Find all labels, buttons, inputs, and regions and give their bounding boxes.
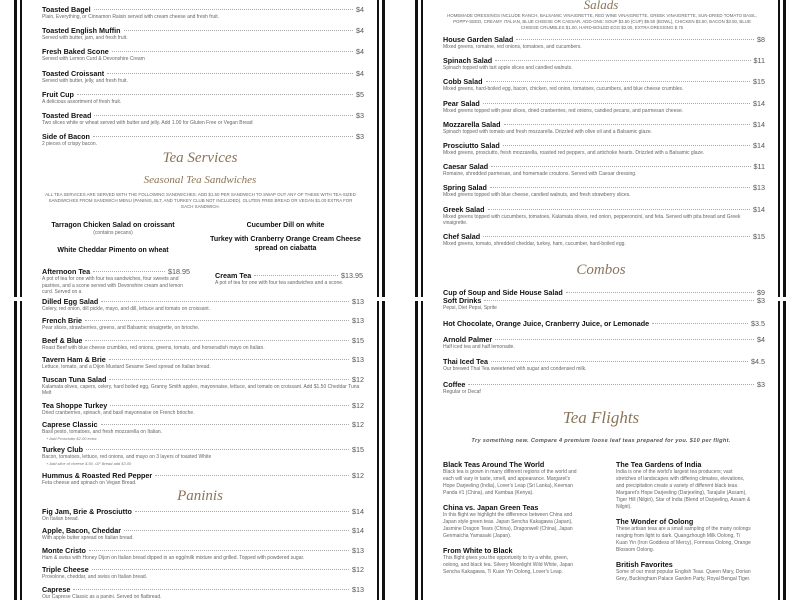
item-desc: Feta cheese and spinach on Vegan Bread. [42,479,137,486]
dot-leader [109,379,349,380]
item-name: Dilled Egg Salad [42,297,99,306]
dot-leader [124,530,349,531]
item-name: Cobb Salad [443,77,483,87]
item-price: $5 [356,89,364,99]
item-price: $4 [356,5,364,14]
item-price: $15 [753,232,765,242]
page-salads [424,0,778,297]
item-price: $12 [352,374,364,384]
item-desc: Served with Lemon Curd & Devonshire Cream [42,56,145,63]
dot-leader [516,39,754,40]
seasonal-sandwiches-heading: Seasonal Tea Sandwiches [143,174,257,186]
item-price: $3 [757,296,765,305]
flight-desc: India is one of the world's largest tea producers; vast stretches of landscapes with differing climates, elevations, and precipitation create a variety of different black teas. Margaret's Hope Darjeeling (Darjeeling), Tarajulie (Assam), Tiger Hill (Nilgiri), Star of India (Blend of Darjeeling, Assam & Nilgiri). [616,469,751,510]
menu-item [42,445,364,467]
item-desc: 2 pieces of crispy bacon. [42,141,98,148]
item-name: Triple Cheese [42,565,89,575]
dot-leader [107,73,353,74]
item-name: Cup of Soup and Side House Salad [443,288,563,297]
item-price: $13 [352,355,364,365]
item-price: $3 [356,132,364,142]
menu-item [42,375,364,397]
dot-leader [86,449,349,450]
item-price: $15 [352,335,364,345]
dot-leader [94,9,353,10]
item-desc: Provolone, cheddar, and swiss on Italian bread. [42,574,148,581]
item-price: $13 [352,316,364,326]
dot-leader [89,550,349,551]
sandwich-col-left [23,221,203,255]
item-row [42,336,364,345]
sandwich-note: (contains pecans) [93,230,133,236]
item-price: $4.5 [751,357,765,367]
item-name: Monte Cristo [42,545,86,555]
menu-item [443,183,765,199]
menu-item [42,355,364,371]
dot-leader [488,209,750,210]
item-name: Thai Iced Tea [443,357,489,367]
flight-name: Black Teas Around The World [443,460,545,469]
menu-item [443,205,765,227]
item-price: $13 [753,183,765,193]
item-row [42,526,364,535]
menu-item [443,77,765,93]
item-note: + Add slice of cheese $.50. GF Bread add $3.00 [46,460,132,466]
dot-leader [491,166,750,167]
item-row [443,35,765,44]
item-desc: Basil pesto, tomatoes, and fresh mozzarella on Italian. [42,428,163,435]
item-name: Cream Tea [215,271,252,280]
dot-leader [490,187,750,188]
tea-flight [616,560,751,583]
item-row [443,162,765,171]
item-desc: Mixed greens, romaine, red onions, tomatoes, and cucumbers. [443,44,582,50]
item-desc: Roast Beef with blue cheese crumbles, red onions, greens, tomato, and horseradish mayo on Italian. [42,344,265,351]
item-row [42,471,364,480]
menu-item [443,232,765,248]
page-drinks-flights [424,296,778,600]
item-name: Tavern Ham & Brie [42,355,106,365]
dot-leader [486,81,750,82]
item-name: Coffee [443,379,466,389]
flight-desc: In this flight we highlight the difference between China and Japan style green teas. Japan Sencha Kakagawa (Japan), Jasmine Dragon Tears (China), Dragonwell (China), Japan Genmaicha Yamasaki (Japan). [443,512,573,539]
menu-item [42,297,364,313]
item-desc: Our brewed Thai Tea sweetened with sugar and condensed milk. [443,366,587,373]
item-price: $4 [356,26,364,36]
item-desc: Our Caprese Classic as a panini. Served on flatbread. [42,593,162,600]
menu-item [443,56,765,72]
dot-leader [85,320,349,321]
item-desc: Kalamata olives, capers, celery, hard boiled egg, Granny Smith apples, mayonnaise, lettuce, and tomato on croissant. Add $1.50 Cheddar Tuna Melt [42,383,360,397]
dot-leader [484,300,754,301]
dot-leader [495,60,750,61]
flight-desc: This flight gives you the opportunity to try a white, green, oolong, and black tea. Silvery Moonlight Wild White, Japan Sencha Kakagawa, Ti Kuan Yin Oolong, Lover's Leap. [443,555,574,575]
flight-name: The Wonder of Oolong [616,517,694,526]
item-row [443,141,765,150]
item-desc: Mixed greens topped with blue cheese, candied walnuts, and fresh strawberry slices. [443,192,631,199]
item-name: House Garden Salad [443,35,514,44]
sandwich-list [42,297,364,490]
item-price: $18.95 [168,267,190,276]
item-price: $3 [356,110,364,120]
item-desc: Ham & swiss with Honey Dijon on Italian bread dipped in an egg/milk mixture and grilled. Topped with powdered sugar. [42,554,305,561]
tea-flight [443,460,578,497]
item-name: Tea Shoppe Turkey [42,400,108,410]
tea-flight [616,460,751,511]
item-price: $4 [757,334,765,344]
item-desc: A pot of tea for one with four tea sandwiches, four sweets and pastries, and a scone served with Devonshire cream and lemon curd. Served on a [42,276,183,296]
item-desc: Romaine, shredded parmesan, and homemade croutons. Served with Caesar dressing. [443,171,637,178]
combos-heading: Combos [576,262,626,278]
item-name: Spinach Salad [443,56,493,66]
item-price: $12 [352,470,364,480]
item-name: Greek Salad [443,204,485,214]
sandwich-name: Cucumber Dill on white [246,222,325,229]
item-row [42,132,364,141]
flight-desc: Black tea is grown in many different regions of the world and each will vary in taste, smell, and appearance. Margaret's Hope Darjeeling (India), Lover's Leap (Sri Lanka), Keeman Panda #1 (China), and Kambaa (Kenya). [443,469,577,496]
panini-list [42,507,364,604]
dot-leader [112,51,353,52]
flight-desc: These artisan teas are a small sampling of the many oolongs ranging from light to dark. Quangzhough Milk Oolong, Ti Kuan Yin (Iron Goddess of Mercy), Formosa Oolong, Orange Blossom Oolong. [616,526,751,553]
menu-item [443,357,765,373]
item-price: $13.95 [341,271,363,280]
item-price: $14 [753,140,765,150]
menu-item [42,420,364,442]
item-row [42,355,364,364]
item-price: $12 [352,419,364,429]
item-desc: On Italian bread. [42,516,79,522]
dot-leader [92,569,349,570]
flight-name: China vs. Japan Green Teas [443,503,539,512]
sandwich-name: White Cheddar Pimento on wheat [57,247,169,254]
dot-leader [468,384,754,385]
item-price: $11 [753,56,765,66]
menu-item [443,380,765,396]
dot-leader [94,115,353,116]
item-price: $4 [356,47,364,57]
item-row [42,375,364,384]
salad-list [443,35,765,253]
item-note: + Add Prosciutto $2.00 extra [46,435,97,441]
dot-leader [566,292,754,293]
dot-leader [483,103,750,104]
cream-tea-item [215,271,363,287]
dot-leader [93,136,353,137]
menu-item [42,26,364,42]
item-desc: Pear slices, strawberries, greens, and Balsamic vinaigrette, on brioche. [42,325,200,332]
item-row [443,296,765,305]
item-row [42,546,364,555]
item-name: Apple, Bacon, Cheddar [42,526,122,536]
item-desc: Bacon, tomatoes, lettuce, red onions, and mayo on 3 layers of toasted White [42,454,212,461]
item-name: Toasted Bagel [42,5,91,14]
item-desc: Mixed greens, tomato, shredded cheddar, turkey, ham, cucumber, hard-boiled egg. [443,241,626,248]
item-name: Caprese [42,584,71,594]
item-desc: Celery, red onion, dill pickle, mayo, and dill, lettuce and tomato on croissant. [42,306,211,312]
sandwich-name: Turkey with Cranberry Orange Cream Cheese spread on ciabatta [210,236,361,252]
item-row [42,316,364,325]
item-price: $8 [757,35,765,44]
item-row [42,90,364,99]
item-row [443,99,765,108]
menu-item [42,69,364,85]
tea-services-note: ALL TEA SERVICES ARE SERVED WITH THE FOLLOWING SANDWICHES. ADD $1.50 PER SANDWICH TO SWAP OUT ANY OF THESE WITH TEA-SIZED SANDWICHES FROM SANDWICH MENU (PANINIS, BLT, AND TURKEY CLUB NOT INCLUDED). GLUTEN FREE BREAD OR VEGAN $1.00 EXTRA FOR EACH SANDWICH. [45,192,356,209]
item-desc: Mixed greens, prosciutto, fresh mozzarella, roasted red peppers, and artichoke hearts. Drizzled with a Balsamic glaze. [443,149,705,156]
item-desc: Served with butter, jelly, and fresh fruit. [42,77,128,84]
item-row [443,205,765,214]
menu-item [443,335,765,351]
item-price: $12 [352,565,364,575]
item-row [42,565,364,574]
item-name: Fruit Cup [42,89,74,99]
item-price: $3 [757,379,765,389]
dot-leader [124,30,353,31]
item-price: $3.5 [751,318,765,328]
tea-services-heading: Tea Services [162,150,238,166]
item-row [42,420,364,429]
menu-item [42,316,364,332]
item-price: $4 [356,68,364,78]
dot-leader [135,511,349,512]
item-name: Caprese Classic [42,419,98,429]
item-price: $13 [352,584,364,594]
drink-list [443,296,765,402]
item-row [42,297,364,306]
item-row [443,232,765,241]
item-name: French Brie [42,316,82,326]
dot-leader [109,359,349,360]
item-name: Chef Salad [443,232,481,242]
flight-name: British Favorites [616,560,673,569]
flight-name: The Tea Gardens of India [616,460,702,469]
dot-leader [491,361,748,362]
item-row [443,183,765,192]
menu-item [443,319,765,328]
item-name: Spring Salad [443,183,487,193]
item-row [42,445,364,454]
item-desc: Mixed greens topped with cucumbers, tomatoes, Kalamata olives, red onion, pepperoncini, and feta. Served with pita bread and Greek vinaigrette. [443,213,741,227]
breakfast-list [42,5,364,153]
item-price: $13 [352,545,364,555]
item-desc: Pepsi, Diet Pepsi, Sprite [443,305,497,311]
item-row [42,69,364,78]
item-row [443,120,765,129]
menu-item [42,5,364,21]
item-desc: Mixed greens topped with pear slices, dried cranberries, red onions, candied pecans, and parmesan cheese. [443,107,684,114]
menu-item [42,401,364,417]
tea-flights-heading: Tea Flights [562,408,640,427]
menu-item [443,162,765,178]
item-name: Tuscan Tuna Salad [42,374,107,384]
flights-right [616,460,751,589]
menu-item [42,111,364,127]
item-name: Beef & Blue [42,335,83,345]
item-name: Fresh Baked Scone [42,47,109,57]
dot-leader [495,339,754,340]
item-name: Arnold Palmer [443,334,493,344]
dot-leader [73,589,349,590]
menu-item [443,120,765,136]
salads-heading: Salads [583,0,619,12]
tea-flight [616,517,751,554]
page-sandwiches [23,297,377,600]
item-desc: A delicious assortment of fresh fruit. [42,98,122,105]
menu-item [443,35,765,51]
menu-item [42,565,364,581]
page-breakfast-tea [23,0,377,297]
item-name: Fig Jam, Brie & Prosciutto [42,507,132,516]
item-price: $14 [352,507,364,516]
menu-item [42,47,364,63]
item-name: Afternoon Tea [42,267,91,276]
paninis-heading: Paninis [177,488,223,504]
item-desc: A pot of tea for one with four tea sandwiches and a scone. [215,280,344,286]
dot-leader [652,323,748,324]
item-row [443,319,765,328]
item-desc: Mixed greens, hard-boiled egg, bacon, chicken, red onion, tomatoes, cucumbers, and blue cheese crumbles. [443,86,684,93]
item-row [443,77,765,86]
item-desc: Two slices white or wheat served with butter and jelly. Add 1.00 for Gluten Free or Vegan Bread [42,119,253,126]
item-name: Mozzarella Salad [443,119,501,129]
menu-item [42,336,364,352]
item-price: $15 [753,77,765,87]
item-desc: Half iced tea and half lemonade. [443,343,515,350]
dot-leader [155,475,349,476]
item-row [42,5,364,14]
item-desc: Dried cranberries, spinach, and basil mayonnaise on French brioche. [42,409,195,416]
dot-leader [483,236,750,237]
item-row [42,507,364,516]
dot-leader [77,94,353,95]
menu-item [443,296,765,312]
menu-item [42,546,364,562]
menu-item [443,99,765,115]
item-name: Side of Bacon [42,132,90,142]
item-name: Pear Salad [443,98,480,108]
item-name: Caesar Salad [443,162,489,172]
dot-leader [110,405,349,406]
item-name: Toasted Bread [42,110,92,120]
item-price: $11 [753,162,765,172]
tea-flights-tagline: Try something new. Compare 4 premium loose leaf teas prepared for you. $10 per flight. [471,438,731,444]
item-desc: Spinach topped with tart apple slices and candied walnuts. [443,65,573,72]
menu-item [42,526,364,542]
dot-leader [504,124,750,125]
menu-item [42,90,364,106]
item-desc: Regular or Decaf [443,388,481,395]
flight-desc: Some of our most popular English Teas. Queen Mary, Dorian Grey, Buckingham Palace Garden Party, Royal Bengal Tiger. [616,569,751,582]
menu-item [42,507,364,523]
item-price: $13 [352,297,364,306]
item-row [443,380,765,389]
sandwich-col-right [203,221,368,253]
item-row [42,585,364,594]
item-name: Toasted English Muffin [42,26,121,36]
item-row [42,401,364,410]
item-price: $14 [753,119,765,129]
item-price: $12 [352,400,364,410]
dot-leader [101,301,349,302]
item-desc: Lettuce, tomato, and a Dijon Mustard Sesame Seed spread on Italian bread. [42,364,211,371]
item-price: $9 [757,288,765,297]
item-row [42,26,364,35]
item-price: $14 [352,526,364,536]
menu-item [42,471,364,487]
item-desc: Spinach topped with tomato and fresh mozzarella. Drizzled with olive oil and a Balsamic glaze. [443,128,652,135]
tea-flight [443,503,578,540]
afternoon-tea-item [42,267,190,296]
item-name: Soft Drinks [443,296,482,305]
dot-leader [85,340,349,341]
item-desc: With apple butter spread on Italian bread. [42,535,134,542]
item-name: Prosciutto Salad [443,140,500,150]
item-row [443,357,765,366]
item-name: Toasted Croissant [42,68,105,78]
flights-left [443,460,578,582]
item-price: $14 [753,98,765,108]
menu-item [443,141,765,157]
dot-leader [503,145,750,146]
item-desc: Served with butter, jam, and fresh fruit. [42,35,128,42]
item-row [443,335,765,344]
sandwich-name: Tarragon Chicken Salad on croissant [51,222,175,229]
salads-note: HOMEMADE DRESSINGS INCLUDE RANCH, BALSAMIC VINAIGRETTE, RED WINE VINAIGRETTE, GREEK VINAIGRETTE, SUN-DRIED TOMATO BASIL, POPPY-SEED, CREAMY ITALIAN, BLUE CHEESE OR CAESAR. ADD-ONS: SOUP $3.50 (CUP) $5.50 (BOWL), CHICKEN $3.50, BACON $3.50, BLUE CHEESE CRUMBLES $1.00, HARD-BOILED EGG $2.00, EXTRA DRESSING $.75 [447,13,757,30]
item-name: Hummus & Roasted Red Pepper [42,470,153,480]
menu-item [42,132,364,148]
flight-name: From White to Black [443,546,513,555]
item-price: $14 [753,204,765,214]
tea-flight [443,546,578,576]
item-name: Hot Chocolate, Orange Juice, Cranberry Juice, or Lemonade [443,318,650,328]
item-price: $15 [352,445,364,455]
item-row [42,47,364,56]
dot-leader [101,424,349,425]
item-name: Turkey Club [42,445,84,455]
item-row [443,56,765,65]
item-row [42,111,364,120]
menu-item [42,585,364,601]
item-desc: Plain, Everything, or Cinnamon Raisin served with cream cheese and fresh fruit. [42,14,220,20]
